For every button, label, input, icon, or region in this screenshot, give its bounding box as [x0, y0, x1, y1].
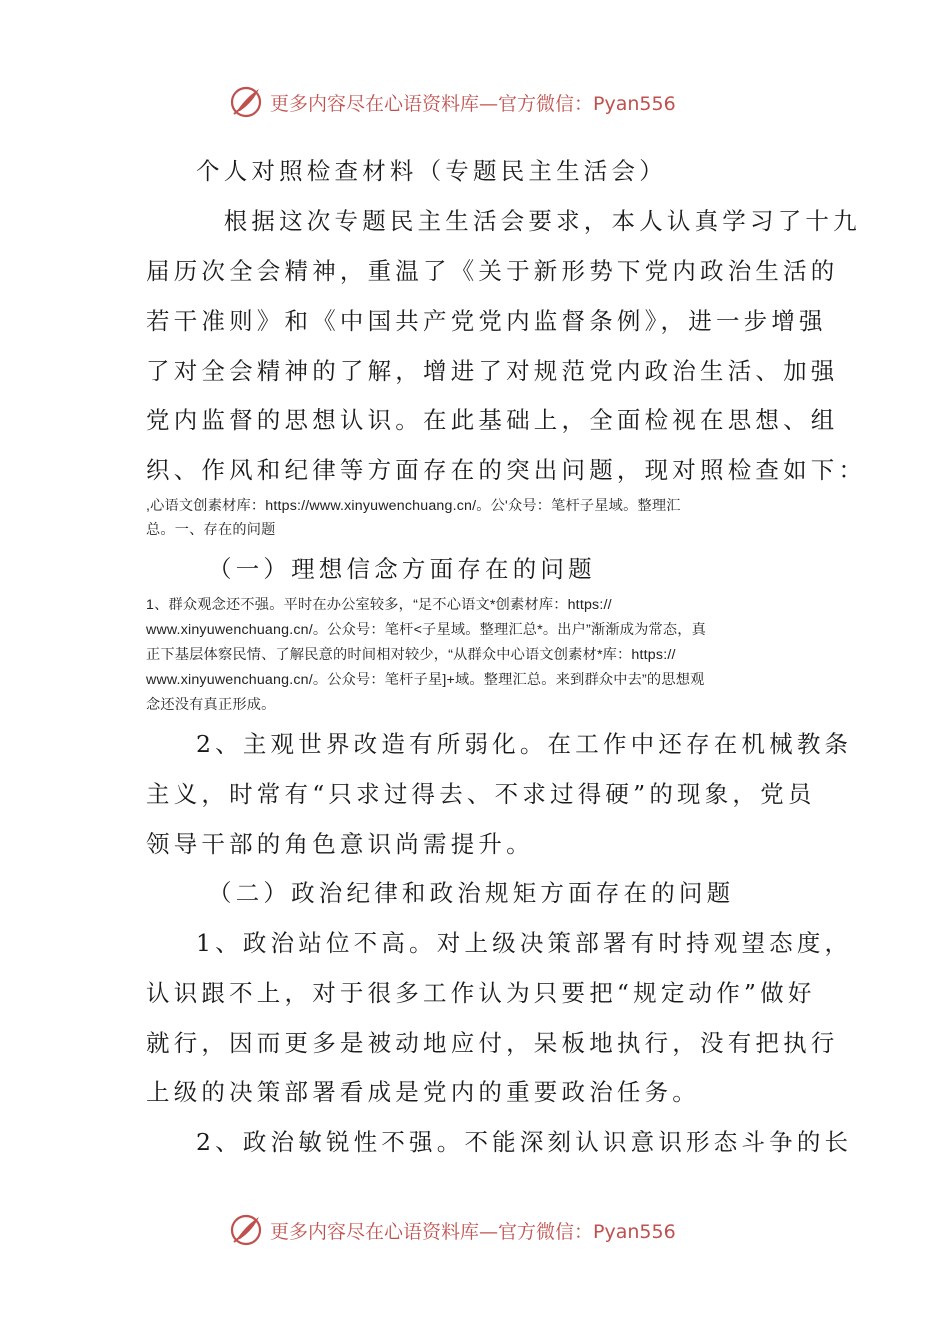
intro-line: 若干准则》和《中国共产党党内监督条例》，进一步增强	[146, 307, 827, 335]
banner-text	[270, 1217, 676, 1244]
section-heading-1: （一）理想信念方面存在的问题	[208, 555, 596, 583]
feather-pen-circle-icon	[228, 84, 264, 120]
banner-slogan: 更多内容尽在心语资料库—官方微信：	[270, 1220, 594, 1243]
intro-line: 了对全会精神的了解，增进了对规范党内政治生活、加强	[146, 357, 839, 385]
item-line: 2、主观世界改造有所弱化。在工作中还存在机械教条	[196, 730, 853, 758]
item-line: 主义，时常有“只求过得去、不求过得硬”的现象，党员	[146, 780, 816, 808]
intro-line: 党内监督的思想认识。在此基础上，全面检视在思想、组	[146, 406, 839, 434]
banner-wechat-id: Pyan556	[593, 92, 676, 115]
inline-note-line: 1、群众观念还不强。平时在办公室较多，“足不心语文*创素材库：https://	[146, 597, 612, 613]
footer-watermark-banner	[228, 1210, 748, 1250]
banner-wechat-id: Pyan556	[593, 1220, 676, 1243]
intro-line: 根据这次专题民主生活会要求，本人认真学习了十九	[196, 207, 861, 235]
inline-note-line: ,心语文创素材库：https://www.xinyuwenchuang.cn/。公'众号：笔杆子星域。整理汇	[146, 498, 681, 514]
item-line: 上级的决策部署看成是党内的重要政治任务。	[146, 1078, 700, 1106]
banner-slogan: 更多内容尽在心语资料库—官方微信：	[270, 92, 594, 115]
section-heading-2: （二）政治纪律和政治规矩方面存在的问题	[208, 879, 735, 907]
inline-note-line: www.xinyuwenchuang.cn/。公众号：笔杆子星]+域。整理汇总。来到群众中去”的思想观	[146, 672, 705, 688]
header-watermark-banner	[228, 82, 748, 122]
intro-line: 织、作风和纪律等方面存在的突出问题，现对照检查如下：	[146, 456, 867, 484]
inline-note-line: 念还没有真正形成。	[146, 697, 276, 713]
item-line: 认识跟不上，对于很多工作认为只要把“规定动作”做好	[146, 979, 816, 1007]
inline-note-line: 总。一、存在的问题	[146, 522, 276, 538]
item-line: 1、政治站位不高。对上级决策部署有时持观望态度，	[196, 929, 853, 957]
intro-line: 届历次全会精神，重温了《关于新形势下党内政治生活的	[146, 257, 839, 285]
feather-pen-circle-icon	[228, 1212, 264, 1248]
inline-note-line: 正下基层体察民情、了解民意的时间相对较少，“从群众中心语文创素材*库：https://	[146, 647, 676, 663]
item-line: 就行，因而更多是被动地应付，呆板地执行，没有把执行	[146, 1029, 839, 1057]
inline-note-line: www.xinyuwenchuang.cn/。公众号：笔杆<子星域。整理汇总*。出户”渐渐成为常态，真	[146, 622, 707, 638]
document-title: 个人对照检查材料（专题民主生活会）	[196, 157, 667, 185]
item-line: 2、政治敏锐性不强。不能深刻认识意识形态斗争的长	[196, 1128, 853, 1156]
banner-text	[270, 89, 676, 116]
item-line: 领导干部的角色意识尚需提升。	[146, 830, 534, 858]
